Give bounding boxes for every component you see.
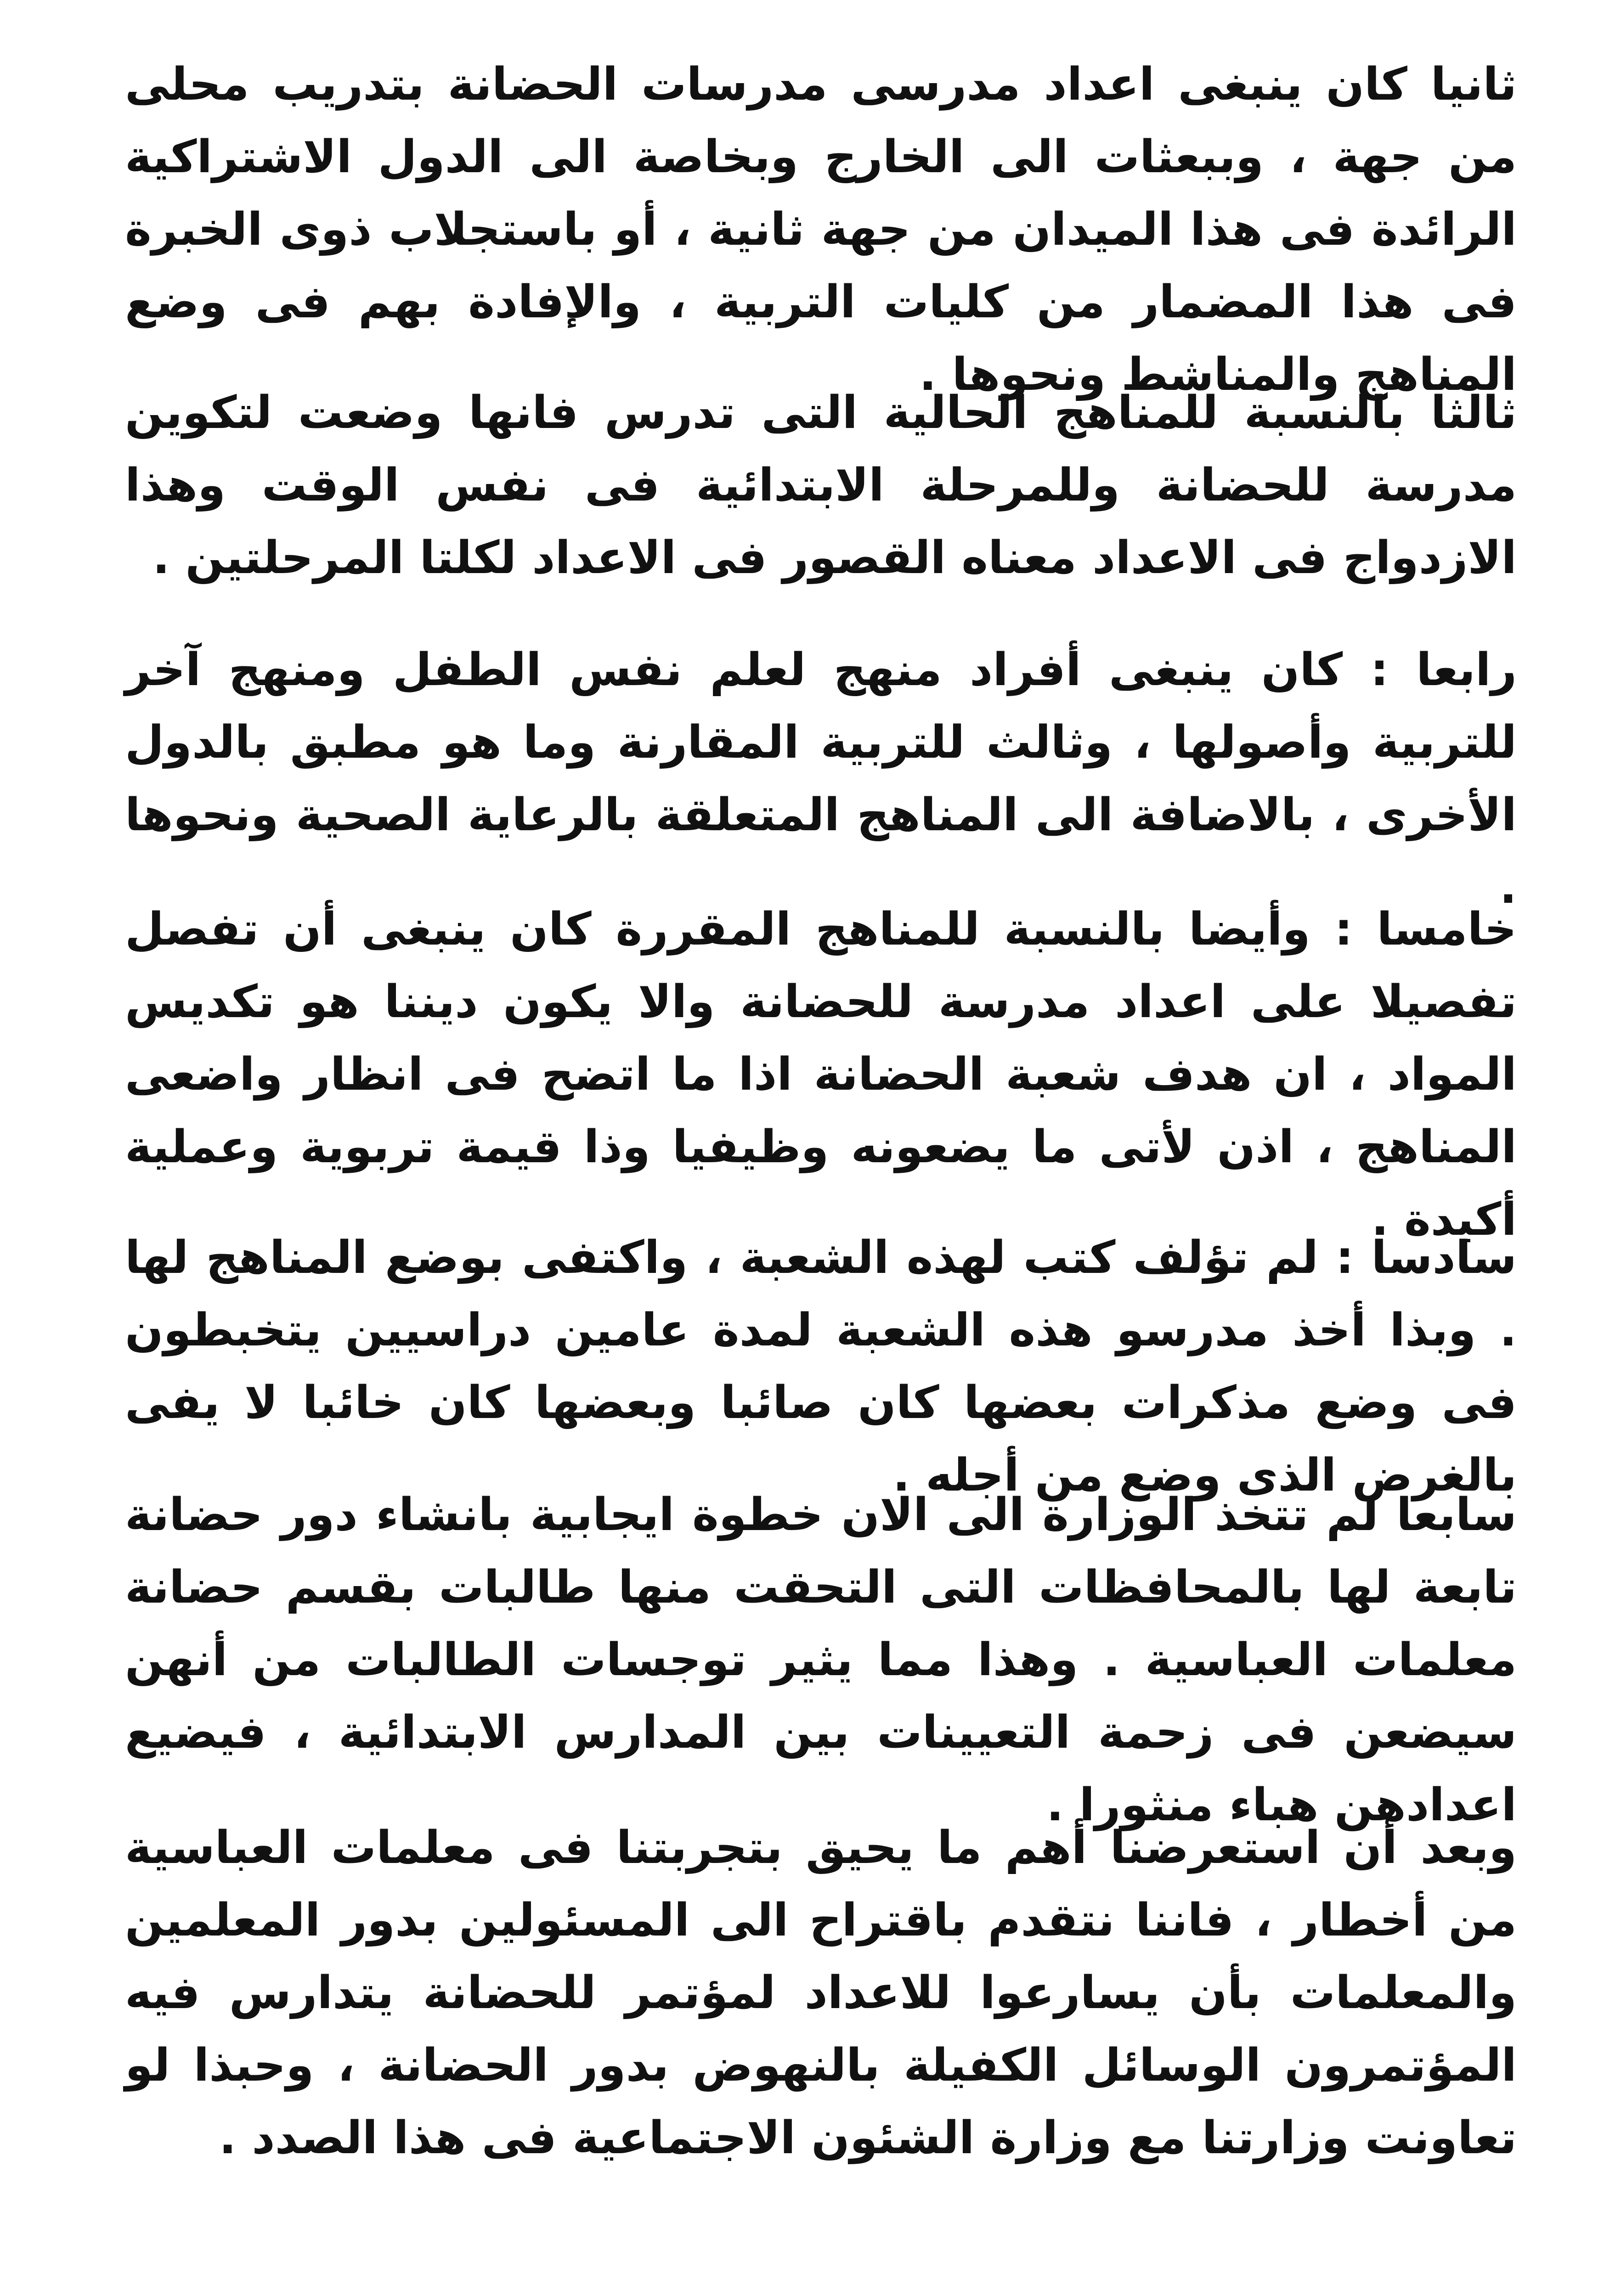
paragraph-block-4 [125,893,1517,1256]
paragraph-block-6 [125,1479,1517,1841]
paragraph-fifth: خامسا : وأيضا بالنسبة للمناهج المقررة كان ينبغى أن تفصل تفصيلا على اعداد مدرسة للحضانة والا يكون ديننا هو تكديس المواد ، ان هدف شعبة الحضانة اذا ما اتضح فى انظار واضعى المناهج ، اذن لأتى ما يضعونه وظيفيا وذا قيمة تربوية وعملية أكيدة . [125,903,1517,1246]
paragraph-block-3 [125,634,1517,924]
paragraph-seventh: سابعا لم تتخذ الوزارة الى الان خطوة ايجابية بانشاء دور حضانة تابعة لها بالمحافظات التى التحقت منها طالبات بقسم حضانة معلمات العباسية . وهذا مما يثير توجسات الطالبات من أنهن سيضعن فى زحمة التعيينات بين المدارس الابتدائية ، فيضيع اعدادهن هباء منثورا . [125,1489,1517,1831]
paragraph-block-7 [125,1812,1517,2174]
paragraph-block-1 [125,48,1517,411]
paragraph-third: ثالثا بالنسبة للمناهج الحالية التى تدرس فانها وضعت لتكوين مدرسة للحضانة وللمرحلة الابتدائية فى نفس الوقت وهذا الازدواج فى الاعداد معناه القصور فى الاعداد لكلتا المرحلتين . [125,387,1517,584]
paragraph-block-5 [125,1221,1517,1512]
paragraph-sixth: سادسا : لم تؤلف كتب لهذه الشعبة ، واكتفى بوضع المناهج لها . وبذا أخذ مدرسو هذه الشعبة لمدة عامين دراسيين يتخبطون فى وضع مذكرات بعضها كان صائبا وبعضها كان خائبا لا يفى بالغرض الذى وضع من أجله . [125,1232,1517,1502]
paragraph-fourth: رابعا : كان ينبغى أفراد منهج لعلم نفس الطفل ومنهج آخر للتربية وأصولها ، وثالث للتربية المقارنة وما هو مطبق بالدول الأخرى ، بالاضافة الى المناهج المتعلقة بالرعاية الصحية ونحوها . [125,644,1517,914]
paragraph-block-2 [125,377,1517,594]
paragraph-second: ثانيا كان ينبغى اعداد مدرسى مدرسات الحضانة بتدريب محلى من جهة ، وببعثات الى الخارج وبخاصة الى الدول الاشتراكية الرائدة فى هذا الميدان من جهة ثانية ، أو باستجلاب ذوى الخبرة فى هذا المضمار من كليات التربية ، والإفادة بهم فى وضع المناهج والمناشط ونحوها . [125,58,1517,401]
paragraph-conclusion: وبعد أن استعرضنا أهم ما يحيق بتجربتنا فى معلمات العباسية من أخطار ، فاننا نتقدم باقتراح الى المسئولين بدور المعلمين والمعلمات بأن يسارعوا للاعداد لمؤتمر للحضانة يتدارس فيه المؤتمرون الوسائل الكفيلة بالنهوض بدور الحضانة ، وحبذا لو تعاونت وزارتنا مع وزارة الشئون الاجتماعية فى هذا الصدد . [125,1822,1517,2164]
